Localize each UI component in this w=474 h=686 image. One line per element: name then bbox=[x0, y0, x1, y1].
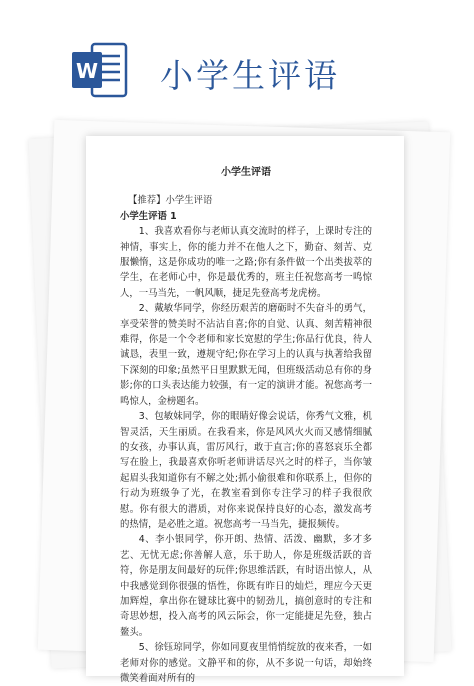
paragraph: 4、李小银同学，你开朗、热情、活泼、幽默，多才多艺、无忧无虑;你善解人意，乐于助人，你是班级活跃的音符，你是朋友间最好的玩伴;你思维活跃，有时语出惊人，从中我感觉到你很强的悟性，你既有昨日的灿烂，理应今天更加辉煌，拿出你在键球比赛中的韧劲儿，搞创意时的专注和奇思妙想，投入高考的风云际会，你一定能捷足先登，独占鳌头。 bbox=[120, 534, 372, 638]
paragraph: 2、戴敏华同学，你经历艰苦的磨砺时不失奋斗的勇气，享受荣誉的赞美时不沾沾自喜;你的自觉、认真、刻苦精神很难得，你是一个令老师和家长宽慰的学生;你品行优良，待人诚恳，表里一致，遵规守纪;你在学习上的认真与执著给我留下深刻的印象;虽然平日里默默无闻，但班级活动总有你的身影;你的口头表达能力较强，有一定的演讲才能。祝您高考一鸣惊人，金榜题名。 bbox=[120, 303, 372, 407]
word-icon-letter: W bbox=[75, 59, 99, 83]
word-icon bbox=[70, 40, 130, 100]
paragraph: 5、徐钰琼同学，你如同夏夜里悄悄绽放的夜来香，一如老师对你的感觉。文静平和的你，从不多说一句话，却始终微笑着面对所有的 bbox=[120, 642, 372, 684]
paragraph: 3、包敏妹同学，你的眼睛好像会说话，你秀气文雅，机智灵活，天生丽质。在我看来，你是风风火火而又感情细腻的女孩，办事认真，雷厉风行，敢于直言;你的喜怒哀乐全都写在脸上，我最喜欢你听老师讲话尽兴之时的样子，当你皱起眉头我知道你有不解之处;抓小偷很难和你联系上，但你的行动为班级争了光，在教室看到你专注学习的样子我很欣慰。你有很大的潜质，对你来说保持良好的心态，激发高考的热情，是必胜之道。祝您高考一马当先，捷报频传。 bbox=[120, 411, 372, 530]
document-body bbox=[120, 165, 372, 686]
paragraph: 1、我喜欢看你与老师认真交流时的样子，上课时专注的神情，事实上，你的能力并不在他人之下，勤奋、刻苦、克服懒惰，这是你成功的唯一之路;你有条件做一个出类拔萃的学生，在老师心中，你是最优秀的，班主任祝您高考一鸣惊人，一马当先，一帆风顺，捷足先登高考龙虎榜。 bbox=[120, 226, 372, 299]
header-banner bbox=[0, 0, 474, 120]
page-title: 小学生评语 bbox=[160, 56, 340, 95]
document-title: 小学生评语 bbox=[221, 167, 271, 178]
document-tag-line: 【推荐】小学生评语 bbox=[128, 195, 213, 207]
section-title: 小学生评语 1 bbox=[120, 210, 177, 222]
